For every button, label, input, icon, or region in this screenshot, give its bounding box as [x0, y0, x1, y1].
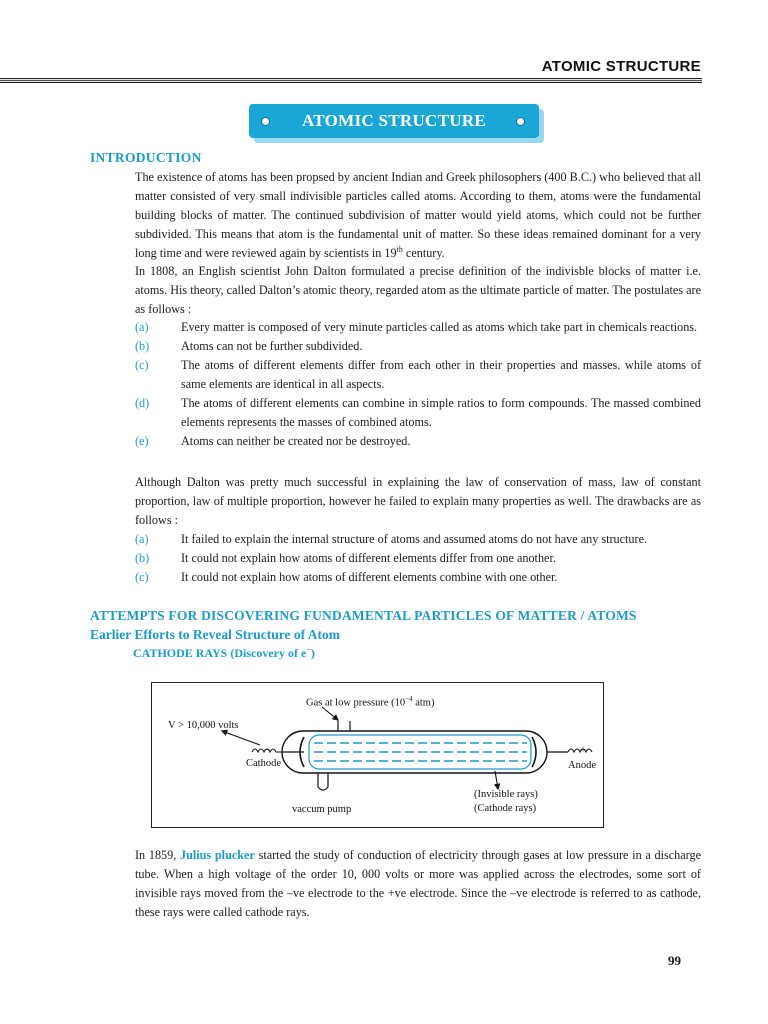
gas-arrow-icon — [322, 707, 338, 720]
list-item — [135, 356, 701, 394]
drawbacks-list — [135, 530, 701, 587]
superscript-th: th — [396, 244, 403, 254]
chapter-banner — [249, 104, 543, 142]
subheading-earlier-efforts: Earlier Efforts to Reveal Structure of Atom — [90, 627, 340, 642]
list-marker: (d) — [135, 396, 150, 410]
intro-paragraph — [135, 168, 701, 263]
drawbacks-paragraph: Although Dalton was pretty much successful in explaining the law of conservation of mass, law of constant proportion, law of multiple proportion, however he failed to explain many properties as well. The drawbacks are as follows : — [135, 475, 701, 527]
list-marker: (a) — [135, 320, 149, 334]
list-marker: (c) — [135, 570, 149, 584]
list-item-text: It could not explain how atoms of different elements differ from one another. — [181, 551, 556, 565]
gas-label-end: atm) — [412, 697, 435, 709]
list-item — [135, 394, 701, 432]
anode-label: Anode — [568, 760, 596, 771]
list-item — [135, 549, 701, 568]
anode-electrode-icon — [532, 737, 536, 767]
gas-inlet-icon — [338, 721, 350, 731]
list-marker: (b) — [135, 339, 150, 353]
vacuum-pump-label: vaccum pump — [292, 804, 352, 815]
section-heading-attempts: ATTEMPTS FOR DISCOVERING FUNDAMENTAL PARTICLES OF MATTER / ATOMS — [90, 608, 637, 623]
anode-plus-sign: + — [580, 745, 586, 756]
cathode-minus-sign: − — [264, 745, 270, 756]
intro-paragraph-end: century. — [402, 246, 445, 260]
list-item — [135, 568, 701, 587]
list-item-text: It could not explain how atoms of different elements combine with one other. — [181, 570, 558, 584]
gas-pressure-label — [306, 695, 434, 709]
postulates-list — [135, 318, 701, 451]
list-item — [135, 318, 701, 337]
plucker-name: Julius plucker — [180, 848, 255, 862]
running-header-title: ATOMIC STRUCTURE — [541, 58, 701, 75]
electron-charge-sup: − — [306, 645, 311, 654]
gas-label-text: Gas at low pressure (10 — [306, 697, 406, 709]
chapter-title: ATOMIC STRUCTURE — [301, 111, 487, 130]
list-item-text: It failed to explain the internal structure of atoms and assumed atoms do not have any structure. — [181, 532, 648, 546]
intro-paragraph-text: The existence of atoms has been propsed by ancient Indian and Greek philosophers (400 B.C.) who believed that all matter consisted of very small indivisible particles called atoms. According to them, atoms were the fundamental building blocks of matter. The continued subdivision of matter would yield atoms, which could not be further subdivided. This means that atom is the fundamental unit of matter. So these ideas remained dominant for a very long time and were reviewed again by scientists in 19 — [135, 170, 701, 260]
invisible-rays-label: (Invisible rays) — [474, 789, 538, 800]
list-item — [135, 432, 701, 451]
list-item — [135, 337, 701, 356]
pump-outlet-icon — [318, 773, 328, 790]
header-rule — [0, 78, 702, 83]
voltage-arrow-icon — [222, 731, 260, 745]
dalton-paragraph: In 1808, an English scientist John Dalton formulated a precise definition of the indivisble blocks of matter i.e. atoms. His theory, called Dalton’s atomic theory, regarded atom as the ultimate particle of matter. The postulates are as follows : — [135, 264, 701, 316]
plucker-text: started the study of conduction of electricity through gases at low pressure in a discharge tube. When a high voltage of the order 10, 000 volts or more was applied across the electrodes, some sort of invisible rays moved from the –ve electrode to the +ve electrode. Since the –ve electrode is referred to as cathode, these rays were called cathode rays. — [135, 848, 701, 919]
list-item-text: The atoms of different elements can combine in simple ratios to form compounds. The massed combined elements represents the masses of combined atoms. — [181, 396, 701, 429]
list-item-text: The atoms of different elements differ from each other in their properties and masses. while atoms of same elements are identical in all aspects. — [181, 358, 701, 391]
list-marker: (e) — [135, 434, 149, 448]
list-marker: (c) — [135, 358, 149, 372]
list-item-text: Every matter is composed of very minute particles called as atoms which take part in chemicals reactions. — [181, 320, 698, 334]
discharge-tube-figure — [151, 682, 604, 828]
list-marker: (b) — [135, 551, 150, 565]
list-item — [135, 530, 701, 549]
list-item-text: Atoms can not be further subdivided. — [181, 339, 363, 353]
rays-arrow-icon — [495, 771, 498, 789]
list-item-text: Atoms can neither be created nor be destroyed. — [181, 434, 411, 448]
gas-label-sup: −4 — [405, 695, 413, 703]
section-heading-introduction: INTRODUCTION — [90, 150, 202, 165]
voltage-label: V > 10,000 volts — [168, 720, 239, 731]
cathode-rays-label: (Cathode rays) — [474, 803, 537, 814]
plucker-prefix: In 1859, — [135, 848, 181, 862]
banner-bullet-icon — [261, 117, 270, 126]
subheading-cathode-rays — [133, 645, 315, 661]
list-marker: (a) — [135, 532, 149, 546]
cathode-heading-close: ) — [310, 646, 315, 660]
cathode-label: Cathode — [246, 758, 281, 769]
banner-body — [249, 104, 539, 138]
banner-bullet-icon — [516, 117, 525, 126]
plucker-paragraph — [135, 846, 701, 922]
cathode-rays-icon — [314, 743, 527, 761]
page-number: 99 — [668, 953, 681, 968]
cathode-heading-text: CATHODE RAYS (Discovery of e — [133, 646, 307, 660]
